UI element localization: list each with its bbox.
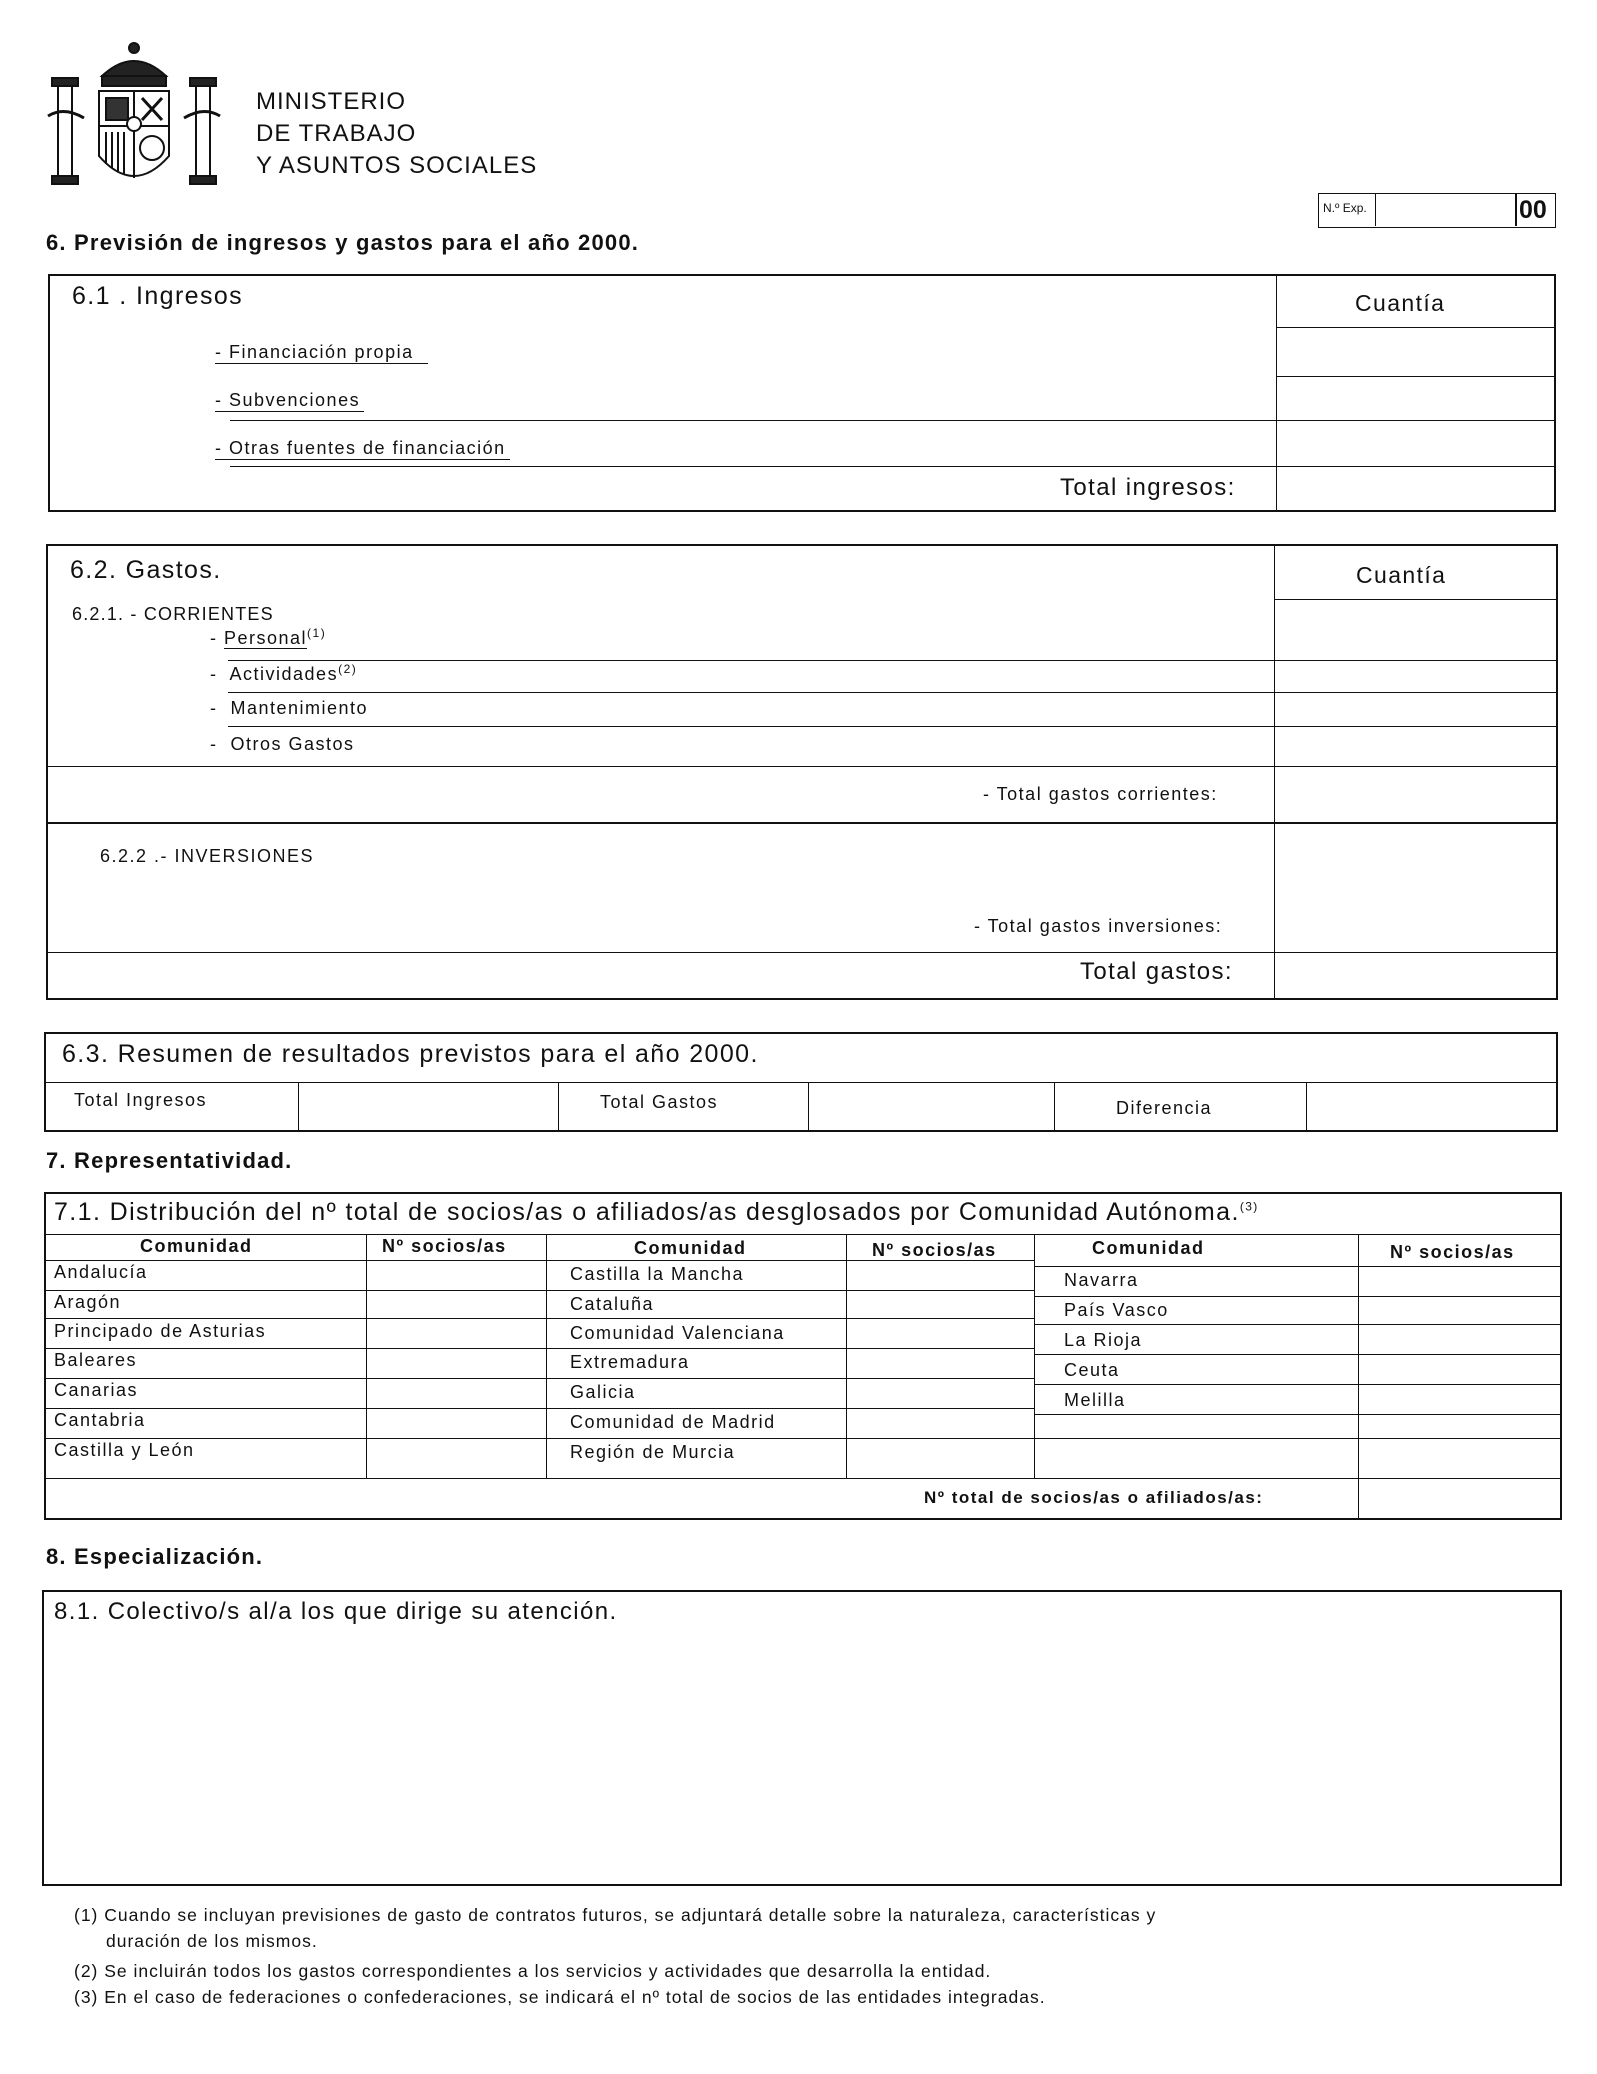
region-valenciana: Comunidad Valenciana xyxy=(570,1323,785,1343)
ministry-line-2: DE TRABAJO xyxy=(256,120,417,147)
col-header-socios-2: Nº socios/as xyxy=(872,1240,997,1260)
resumen-total-ingresos-label: Total Ingresos xyxy=(74,1090,208,1110)
ingresos-title: 6.1 . Ingresos xyxy=(72,282,244,310)
gastos-title: 6.2. Gastos. xyxy=(70,556,222,584)
total-gastos-input[interactable] xyxy=(1278,955,1554,997)
ingresos-item-otras: - Otras fuentes de financiación xyxy=(215,438,510,460)
especializacion-box[interactable] xyxy=(42,1590,1562,1886)
gasto-mantenimiento: - Mantenimiento xyxy=(210,698,369,718)
section-8-title: 8. Especialización. xyxy=(46,1544,264,1569)
exp-label: N.º Exp. xyxy=(1323,201,1367,215)
exp-number-field[interactable] xyxy=(1318,193,1556,228)
resumen-total-gastos-input[interactable] xyxy=(812,1085,1052,1129)
region-navarra: Navarra xyxy=(1064,1270,1139,1290)
total-socios-input[interactable] xyxy=(1362,1481,1556,1517)
corrientes-title: 6.2.1. - CORRIENTES xyxy=(72,604,274,624)
resumen-total-gastos-label: Total Gastos xyxy=(600,1092,719,1112)
col-header-socios-1: Nº socios/as xyxy=(382,1236,507,1256)
region-extremadura: Extremadura xyxy=(570,1352,690,1372)
exp-code: 00 xyxy=(1519,196,1547,224)
resumen-title: 6.3. Resumen de resultados previstos para el año 2000. xyxy=(62,1040,759,1068)
cuantia-financiacion-input[interactable] xyxy=(1280,330,1554,374)
inversiones-title: 6.2.2 .- INVERSIONES xyxy=(100,846,315,866)
ministry-line-3: Y ASUNTOS SOCIALES xyxy=(256,152,538,179)
total-inversiones-input[interactable] xyxy=(1278,826,1554,950)
total-socios-label: Nº total de socios/as o afiliados/as: xyxy=(924,1488,1264,1507)
region-galicia: Galicia xyxy=(570,1382,636,1402)
region-asturias: Principado de Asturias xyxy=(54,1321,267,1341)
ingresos-box xyxy=(48,274,1556,512)
region-baleares: Baleares xyxy=(54,1350,138,1370)
region-castilla-la-mancha: Castilla la Mancha xyxy=(570,1264,745,1284)
resumen-diferencia-input[interactable] xyxy=(1310,1085,1554,1129)
resumen-diferencia-label: Diferencia xyxy=(1116,1098,1213,1118)
region-la-rioja: La Rioja xyxy=(1064,1330,1143,1350)
footnote-1-cont: duración de los mismos. xyxy=(106,1931,318,1951)
representatividad-title: 7.1. Distribución del nº total de socios/as o afiliados/as desglosados por Comunidad Autónoma.$^{(3)}$ xyxy=(54,1198,1259,1226)
region-pais-vasco: País Vasco xyxy=(1064,1300,1169,1320)
gasto-personal: - Personal$^{(1)}$ xyxy=(210,626,327,648)
cuantia-personal-input[interactable] xyxy=(1278,602,1554,658)
total-corrientes-input[interactable] xyxy=(1278,769,1554,821)
section-6-title: 6. Previsión de ingresos y gastos para el año 2000. xyxy=(46,230,640,255)
ingresos-item-financiacion: - Financiación propia xyxy=(215,342,428,364)
ministry-line-1: MINISTERIO xyxy=(256,88,407,115)
footnote-2: (2) Se incluirán todos los gastos correspondientes a los servicios y actividades que desarrolla la entidad. xyxy=(74,1961,992,1981)
col-header-comunidad-2: Comunidad xyxy=(634,1238,747,1258)
region-cantabria: Cantabria xyxy=(54,1410,146,1430)
section-7-title: 7. Representatividad. xyxy=(46,1148,293,1173)
total-corrientes-label: - Total gastos corrientes: xyxy=(983,784,1218,804)
region-ceuta: Ceuta xyxy=(1064,1360,1120,1380)
gasto-actividades: - Actividades$^{(2)}$ xyxy=(210,662,358,684)
region-cataluna: Cataluña xyxy=(570,1294,655,1314)
region-aragon: Aragón xyxy=(54,1292,122,1312)
region-castilla-leon: Castilla y León xyxy=(54,1440,195,1460)
region-canarias: Canarias xyxy=(54,1380,139,1400)
resumen-box xyxy=(44,1032,1558,1132)
cuantia-actividades-input[interactable] xyxy=(1278,663,1554,691)
region-murcia: Región de Murcia xyxy=(570,1442,736,1462)
total-inversiones-label: - Total gastos inversiones: xyxy=(974,916,1223,936)
col-header-socios-3: Nº socios/as xyxy=(1390,1242,1515,1262)
total-ingresos-input[interactable] xyxy=(1280,469,1554,509)
total-ingresos-label: Total ingresos: xyxy=(1060,474,1236,501)
region-andalucia: Andalucía xyxy=(54,1262,148,1282)
footnote-3: (3) En el caso de federaciones o confederaciones, se indicará el nº total de socios de las entidades integradas. xyxy=(74,1987,1046,2007)
col-header-comunidad-1: Comunidad xyxy=(140,1236,253,1256)
gastos-cuantia-header: Cuantía xyxy=(1356,562,1447,588)
total-gastos-label: Total gastos: xyxy=(1080,958,1233,985)
region-madrid: Comunidad de Madrid xyxy=(570,1412,776,1432)
cuantia-otras-input[interactable] xyxy=(1280,423,1554,465)
cuantia-subvenciones-input[interactable] xyxy=(1280,379,1554,419)
gastos-box xyxy=(46,544,1558,1000)
coat-of-arms-logo xyxy=(44,36,224,196)
especializacion-title: 8.1. Colectivo/s al/a los que dirige su atención. xyxy=(54,1598,618,1625)
ingresos-item-subvenciones: - Subvenciones xyxy=(215,390,364,412)
region-melilla: Melilla xyxy=(1064,1390,1126,1410)
ingresos-cuantia-header: Cuantía xyxy=(1355,290,1446,316)
resumen-total-ingresos-input[interactable] xyxy=(302,1085,556,1129)
cuantia-mantenimiento-input[interactable] xyxy=(1278,695,1554,725)
col-header-comunidad-3: Comunidad xyxy=(1092,1238,1205,1258)
gasto-otros: - Otros Gastos xyxy=(210,734,355,754)
footnote-1: (1) Cuando se incluyan previsiones de gasto de contratos futuros, se adjuntará detalle sobre la naturaleza, características y xyxy=(74,1905,1157,1925)
cuantia-otros-input[interactable] xyxy=(1278,729,1554,765)
representatividad-box xyxy=(44,1192,1562,1520)
